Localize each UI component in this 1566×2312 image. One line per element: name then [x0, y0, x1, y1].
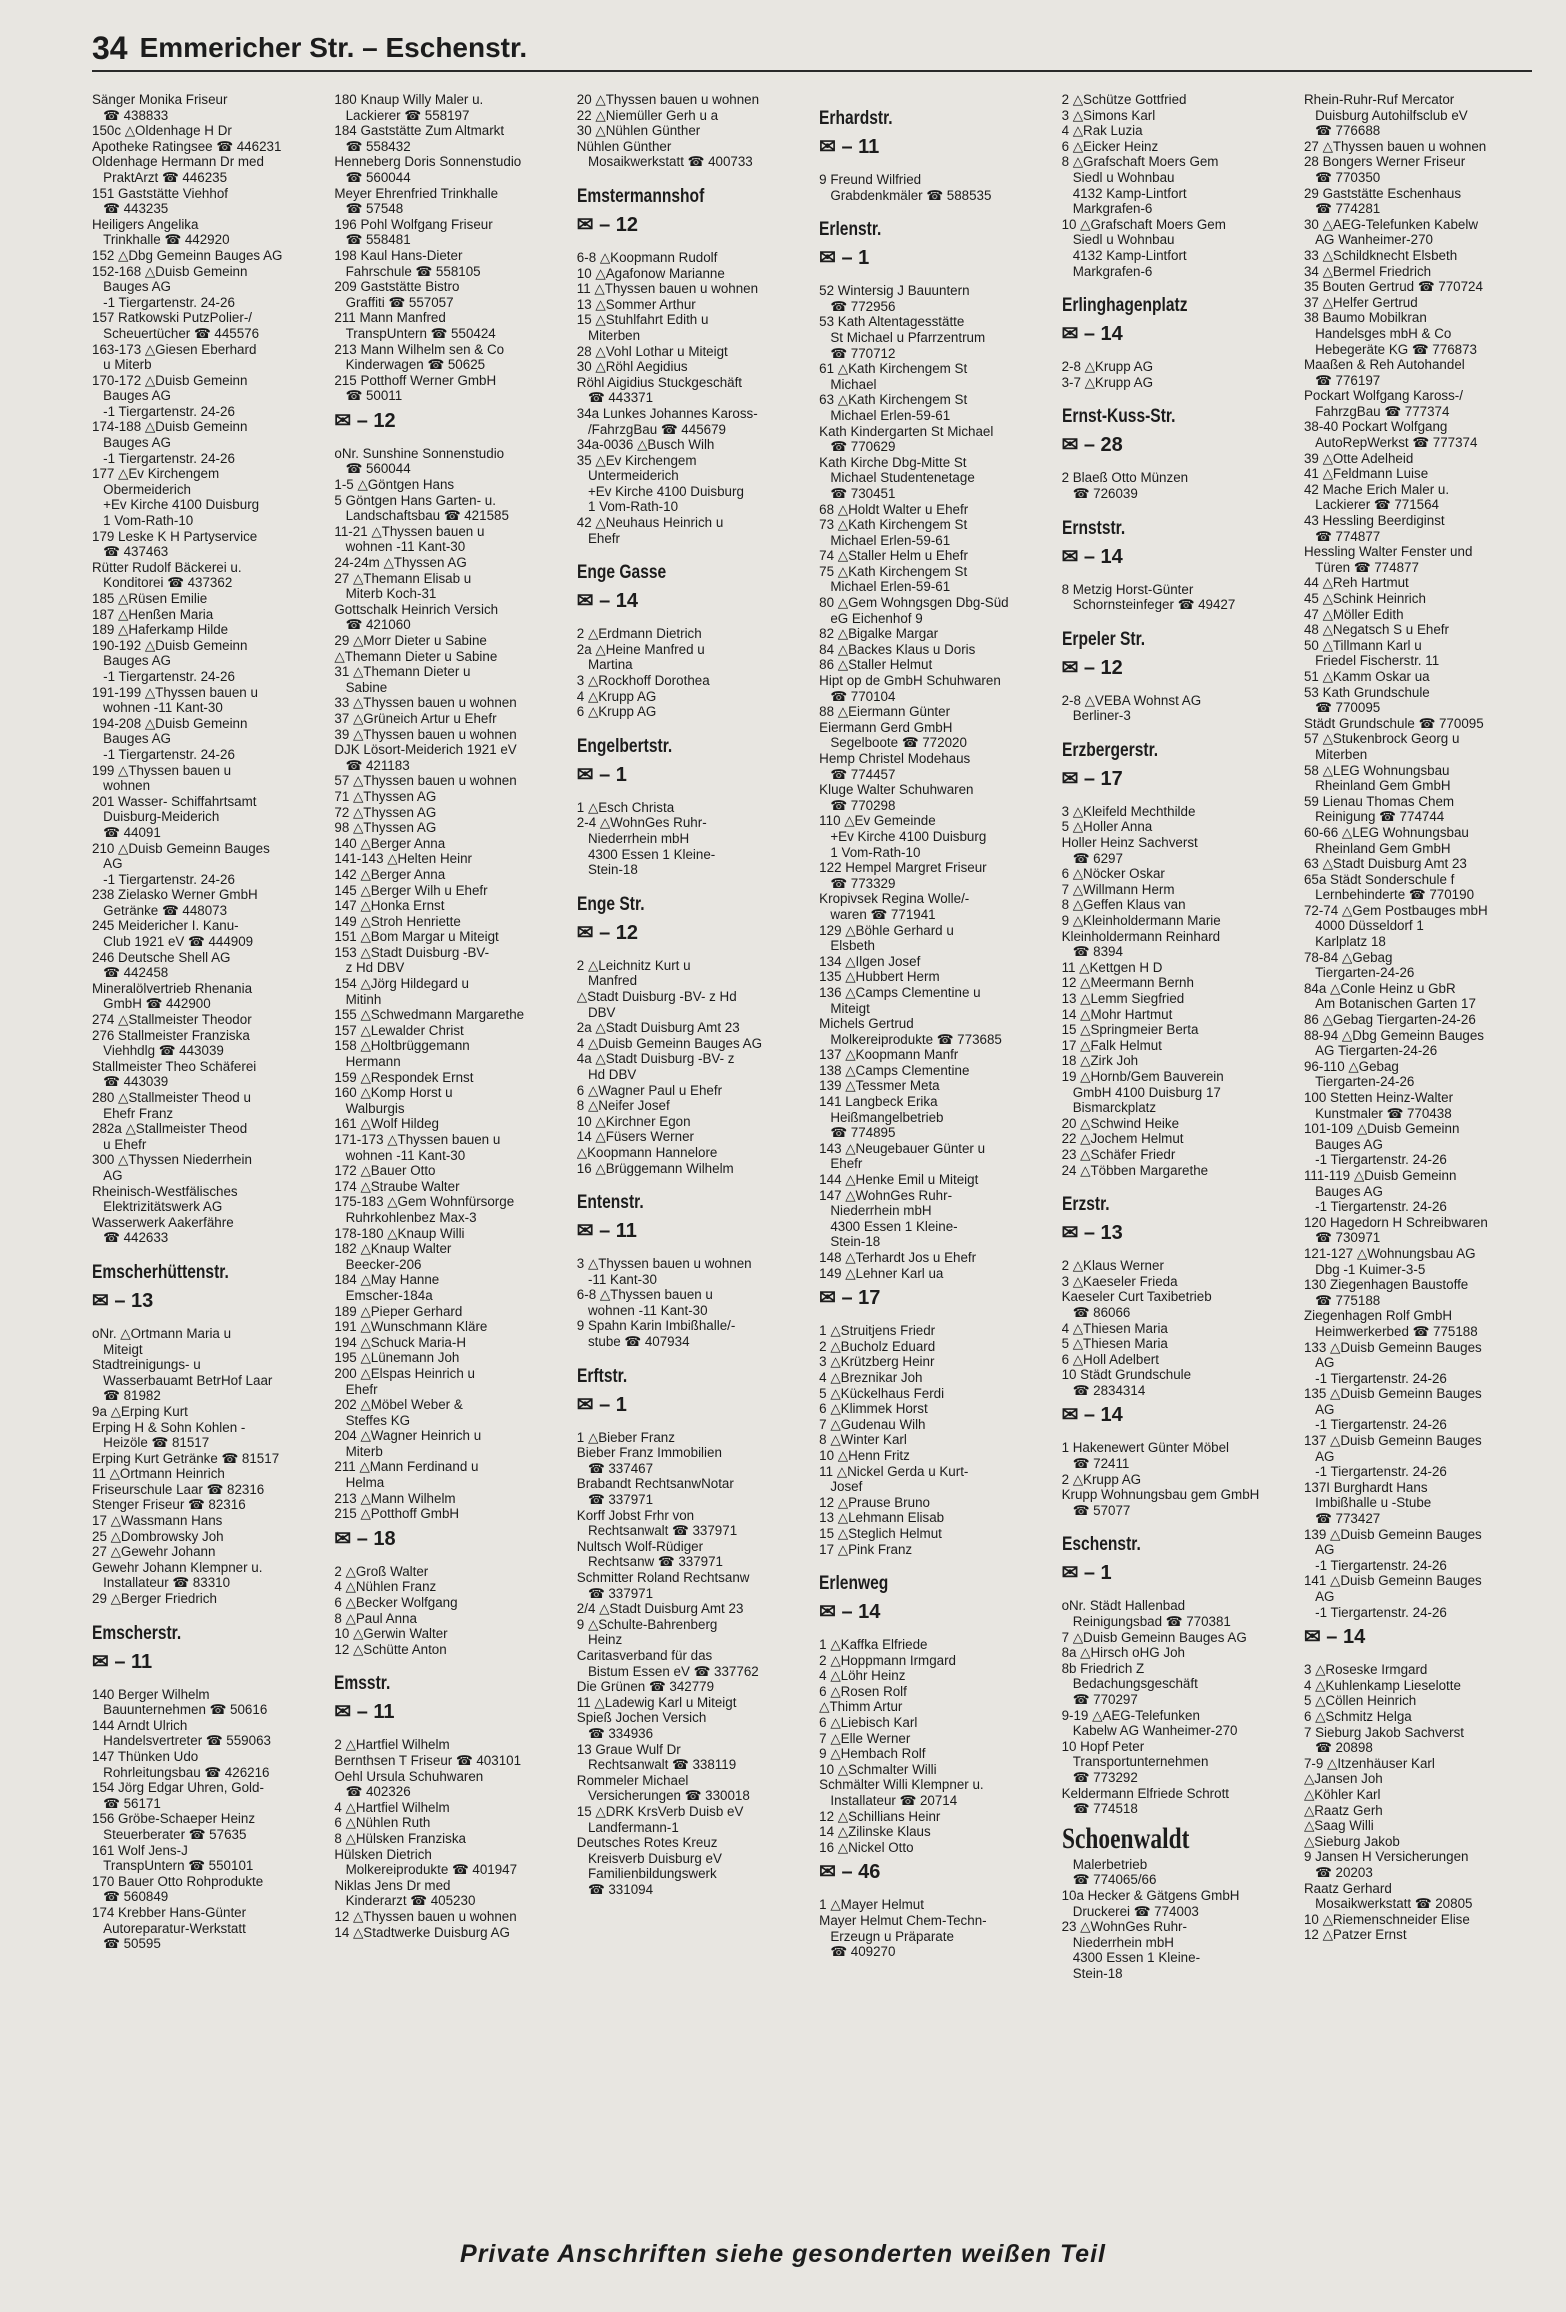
entry-block: 1 △Kaffka Elfriede 2 △Hoppmann Irmgard 4 △Löhr Heinz 6 △Rosen Rolf △Thimm Artur 6 △Liebisch Karl 7 △Elle Werner 9 △Hembach Rolf 10 △Schmalter Willi Schmälter Willi Klempner u. Installateur ☎ 20714 12 △Schillians Heinr 14 △Zilinske Klaus 16 △Nickel Otto [819, 1637, 984, 1855]
street-heading: Erpeler Str. [1061, 628, 1145, 650]
postal-district: ✉ – 14 [819, 1601, 881, 1624]
entry-block: 140 Berger Wilhelm Bauunternehmen ☎ 50616 144 Arndt Ulrich Handelsvertreter ☎ 559063 147 Thünken Udo Rohrleitungsbau ☎ 426216 154 Jörg Edgar Uhren, Gold- ☎ 56171 156 Gröbe-Schaeper Heinz Steuerberater ☎ 57635 161 Wolf Jens-J TranspUntern ☎ 550101 170 Bauer Otto Rohprodukte ☎ 560849 174 Krebber Hans-Günter Autoreparatur-Werkstatt ☎ 50595 [92, 1686, 271, 1952]
entry-block: 151 Gaststätte Viehhof ☎ 443235 Heiligers Angelika Trinkhalle ☎ 442920 [92, 185, 230, 248]
entry-block: 150c △Oldenhage H Dr Apotheke Ratingsee ☎ 446231 Oldenhage Hermann Dr med PraktArzt ☎ 446235 [92, 123, 282, 185]
entry-block: 3 △Thyssen bauen u wohnen -11 Kant-30 6-8 △Thyssen bauen u wohnen -11 Kant-30 9 Spahn Karin Imbißhalle/- stube ☎ 407934 [576, 1256, 752, 1350]
column-4 [819, 92, 1047, 2222]
entry-block: 1 △Bieber Franz Bieber Franz Immobilien ☎ 337467 Brabandt RechtsanwNotar ☎ 337971 Korff Jobst Frhr von Rechtsanwalt ☎ 337971 Nultsch Wolf-Rüdiger Rechtsanw ☎ 337971 Schmitter Roland Rechtsanw ☎ 337971 2/4 △Stadt Duisburg Amt 23 9 △Schulte-Bahrenberg Heinz Caritasverband für das Bistum Essen eV ☎ 337762 Die Grünen ☎ 342779 11 △Ladewig Karl u Miteigt Spieß Jochen Versich ☎ 334936 13 Graue Wulf Dr Rechtsanwalt ☎ 338119 Rommeler Michael Versicherungen ☎ 330018 15 △DRK KrsVerb Duisb eV Landfermann-1 Deutsches Rotes Kreuz Kreisverb Duisburg eV Familienbildungswerk ☎ 331094 [576, 1429, 759, 1897]
entry-block: 152 △Dbg Gemeinn Bauges AG 152-168 △Duisb Gemeinn Bauges AG -1 Tiergartenstr. 24-26 [92, 247, 283, 310]
postal-district: ✉ – 14 [576, 590, 639, 613]
entry-block: 2 △Groß Walter 4 △Nühlen Franz 6 △Becker Wolfgang 8 △Paul Anna 10 △Gerwin Walter 12 △Schütte Anton [334, 1563, 458, 1657]
entry-block: 9 Freund Wilfried Grabdenkmäler ☎ 588535 [819, 172, 992, 203]
street-heading: Emstermannshof [576, 185, 705, 207]
entry-block: 2-8 △Krupp AG 3-7 △Krupp AG [1061, 359, 1153, 390]
entry-block: 2 △Erdmann Dietrich 2a △Heine Manfred u Martina 3 △Rockhoff Dorothea 4 △Krupp AG 6 △Krupp AG [576, 626, 710, 720]
entry-block: 20 △Thyssen bauen u wohnen 22 △Niemüller Gerh u a 30 △Nühlen Günther Nühlen Günther Mosaikwerkstatt ☎ 400733 [576, 92, 760, 170]
postal-district: ✉ – 11 [819, 136, 880, 158]
entry-block: 177 △Ev Kirchengem Obermeiderich +Ev Kirche 4100 Duisburg 1 Vom-Rath-10 179 Leske K H Partyservice ☎ 437463 Rütter Rudolf Bäckerei u. Konditorei ☎ 437362 185 △Rüsen Emilie 187 △Henßen Maria 189 △Haferkamp Hilde 190-192 △Duisb Gemeinn Bauges AG -1 Tiergartenstr. 24-26 191-199 △Thyssen bauen u wohnen -11 Kant-30 194-208 △Duisb Gemeinn Bauges AG -1 Tiergartenstr. 24-26 199 △Thyssen bauen u wohnen 201 Wasser- Schiffahrtsamt Duisburg-Meiderich ☎ 44091 210 △Duisb Gemeinn Bauges AG -1 Tiergartenstr. 24-26 238 Zielasko Werner GmbH Getränke ☎ 448073 245 Meidericher I. Kanu- Club 1921 eV ☎ 444909 246 Deutsche Shell AG ☎ 442458 Mineralölvertrieb Rhenania GmbH ☎ 442900 274 △Stallmeister Theodor 276 Stallmeister Franziska Viehhdlg ☎ 443039 Stallmeister Theo Schäferei ☎ 443039 280 △Stallmeister Theod u Ehefr Franz 282a △Stallmeister Theod u Ehefr 300 △Thyssen Niederrhein AG Rheinisch-Westfälisches Elektrizitätswerk AG Wasserwerk Aakerfähre ☎ 442633 [92, 466, 270, 1246]
entry-block: 1 △Esch Christa 2-4 △WohnGes Ruhr- Niederrhein mbH 4300 Essen 1 Kleine- Stein-18 [576, 799, 716, 878]
postal-district: ✉ – 12 [1061, 656, 1123, 679]
column-5 [1062, 92, 1290, 2222]
postal-district: ✉ – 11 [334, 1701, 395, 1724]
street-heading: Eschenstr. [1061, 1534, 1141, 1556]
postal-district: ✉ – 1 [1061, 1562, 1112, 1585]
street-heading: Erlinghagenplatz [1061, 295, 1188, 317]
footer-note: Private Anschriften siehe gesonderten weißen Teil [460, 2240, 1106, 2268]
entry-block: 8 Metzig Horst-Günter Schornsteinfeger ☎ 49427 [1061, 581, 1236, 613]
entry-block: 2 △Klaus Werner 3 △Kaeseler Frieda Kaeseler Curt Taxibetrieb ☎ 86066 4 △Thiesen Maria 5 △Thiesen Maria 6 △Holl Adelbert 10 Städt Grundschule ☎ 2834314 [1061, 1258, 1212, 1398]
postal-district: ✉ – 14 [1061, 545, 1123, 568]
street-heading: Emsstr. [334, 1673, 391, 1695]
street-heading: Erhardstr. [819, 108, 893, 129]
street-heading: Erlenweg [819, 1573, 889, 1595]
street-heading: Erzbergerstr. [1061, 739, 1158, 761]
entry-block: 1 △Mayer Helmut Mayer Helmut Chem-Techn- Erzeugn u Präparate ☎ 409270 [819, 1897, 987, 1960]
postal-district: ✉ – 1 [576, 763, 627, 786]
postal-district: ✉ – 13 [92, 1289, 154, 1312]
entry-block: 3 △Roseske Irmgard 4 △Kuhlenkamp Lieselotte 5 △Cöllen Heinrich 6 △Schmitz Helga 7 Sieburg Jakob Sachverst ☎ 20898 7-9 △Itzenhäuser Karl △Jansen Joh △Köhler Karl △Raatz Gerh △Saag Willi △Sieburg Jakob 9 Jansen H Versicherungen ☎ 20203 Raatz Gerhard Mosaikwerkstatt ☎ 20805 10 △Riemenschneider Elise 12 △Patzer Ernst [1303, 1662, 1473, 1943]
entry-block: 180 Knaup Willy Maler u. Lackierer ☎ 558197 184 Gaststätte Zum Altmarkt ☎ 558432 Henneberg Doris Sonnenstudio ☎ 560044 Meyer Ehrenfried Trinkhalle ☎ 57548 196 Pohl Wolfgang Friseur ☎ 558481 198 Kaul Hans-Dieter Fahrschule ☎ 558105 209 Gaststätte Bistro Graffiti ☎ 557057 211 Mann Manfred TranspUntern ☎ 550424 213 Mann Wilhelm sen & Co Kinderwagen ☎ 50625 215 Potthoff Werner GmbH ☎ 50011 [334, 92, 522, 404]
street-heading: Erftstr. [576, 1365, 628, 1387]
street-heading: Erzstr. [1061, 1194, 1110, 1216]
entry-block: Sänger Monika Friseur ☎ 438833 [92, 92, 228, 123]
column-2 [334, 92, 562, 2222]
entry-block: Rhein-Ruhr-Ruf Mercator Duisburg Autohilfsclub eV ☎ 776688 27 △Thyssen bauen u wohnen 28 Bongers Werner Friseur ☎ 770350 29 Gaststätte Eschenhaus ☎ 774281 30 △AEG-Telefunken Kabelw AG Wanheimer-270 33 △Schildknecht Elsbeth 34 △Bermel Friedrich 35 Bouten Gertrud ☎ 770724 37 △Helfer Gertrud 38 Baumo Mobilkran Handelsges mbH & Co Hebegeräte KG ☎ 776873 Maaßen & Reh Autohandel ☎ 776197 Pockart Wolfgang Kaross-/ FahrzgBau ☎ 777374 38-40 Pockart Wolfgang AutoRepWerkst ☎ 777374 39 △Otte Adelheid 41 △Feldmann Luise 42 Mache Erich Maler u. Lackierer ☎ 771564 43 Hessling Beerdiginst ☎ 774877 Hessling Walter Fenster und Türen ☎ 774877 44 △Reh Hartmut 45 △Schink Heinrich 47 △Möller Edith 48 △Negatsch S u Ehefr 50 △Tillmann Karl u Friedel Fischerstr. 11 51 △Kamm Oskar ua 53 Kath Grundschule ☎ 770095 Städt Grundschule ☎ 770095 57 △Stukenbrock Georg u Miterben 58 △LEG Wohnungsbau Rheinland Gem GmbH 59 Lienau Thomas Chem Reinigung ☎ 774744 60-66 △LEG Wohnungsbau Rheinland Gem GmbH 63 △Stadt Duisburg Amt 23 65a Städt Sonderschule f Lernbehinderte ☎ 770190 72-74 △Gem Postbauges mbH 4000 Düsseldorf 1 Karlplatz 18 78-84 △Gebag Tiergarten-24-26 84a △Conle Heinz u GbR Am Botanischen Garten 17 86 △Gebag Tiergarten-24-26 88-94 △Dbg Gemeinn Bauges AG Tiergarten-24-26 96-110 △Gebag Tiergarten-24-26 100 Stetten Heinz-Walter Kunstmaler ☎ 770438 101-109 △Duisb Gemeinn Bauges AG -1 Tiergartenstr. 24-26 111-119 △Duisb Gemeinn Bauges AG -1 Tiergartenstr. 24-26 120 Hagedorn H Schreibwaren ☎ 730971 121-127 △Wohnungsbau AG Dbg -1 Kuimer-3-5 130 Ziegenhagen Baustoffe ☎ 775188 Ziegenhagen Rolf GmbH Heimwerkerbed ☎ 775188 133 △Duisb Gemeinn Bauges AG -1 Tiergartenstr. 24-26 135 △Duisb Gemeinn Bauges AG -1 Tiergartenstr. 24-26 137 △Duisb Gemeinn Bauges AG -1 Tiergartenstr. 24-26 137I Burghardt Hans Imbißhalle u -Stube ☎ 773427 139 △Duisb Gemeinn Bauges AG -1 Tiergartenstr. 24-26 141 △Duisb Gemeinn Bauges AG -1 Tiergartenstr. 24-26 [1303, 92, 1488, 1620]
postal-district: ✉ – 1 [819, 247, 870, 270]
postal-district: ✉ – 14 [1061, 1404, 1123, 1427]
entry-block: 2-8 △VEBA Wohnst AG Berliner-3 [1061, 692, 1202, 724]
street-heading: Engelbertstr. [576, 735, 673, 757]
postal-district: ✉ – 12 [576, 921, 639, 944]
street-heading: Ernst-Kuss-Str. [1061, 406, 1175, 428]
street-heading: Entenstr. [576, 1192, 644, 1214]
postal-district: ✉ – 11 [92, 1650, 153, 1673]
page-title: Emmericher Str. – Eschenstr. [139, 32, 528, 63]
postal-district: ✉ – 12 [576, 213, 639, 236]
street-heading: Emscherstr. [92, 1622, 182, 1644]
entry-block: 52 Wintersig J Bauuntern ☎ 772956 53 Kath Altentagesstätte St Michael u Pfarrzentrum ☎ 770712 61 △Kath Kirchengem St Michael 63 △Kath Kirchengem St Michael Erlen-59-61 Kath Kindergarten St Michael ☎ 770629 Kath Kirche Dbg-Mitte St Michael Studentenetage ☎ 730451 68 △Holdt Walter u Ehefr 73 △Kath Kirchengem St Michael Erlen-59-61 74 △Staller Helm u Ehefr 75 △Kath Kirchengem St Michael Erlen-59-61 80 △Gem Wohngsgen Dbg-Süd eG Eichenhof 9 82 △Bigalke Margar 84 △Backes Klaus u Doris 86 △Staller Helmut Hipt op de GmbH Schuhwaren ☎ 770104 88 △Eiermann Günter Eiermann Gerd GmbH Segelboote ☎ 772020 Hemp Christel Modehaus ☎ 774457 Kluge Walter Schuhwaren ☎ 770298 110 △Ev Gemeinde +Ev Kirche 4100 Duisburg 1 Vom-Rath-10 122 Hempel Margret Friseur ☎ 773329 Kropivsek Regina Wolle/- waren ☎ 771941 129 △Böhle Gerhard u Elsbeth 134 △Ilgen Josef 135 △Hubbert Herm 136 △Camps Clementine u Miteigt Michels Gertrud Molkereiprodukte ☎ 773685 137 △Koopmann Manfr 138 △Camps Clementine 139 △Tessmer Meta 141 Langbeck Erika Heißmangelbetrieb ☎ 774895 143 △Neugebauer Günter u Ehefr 144 △Henke Emil u Miteigt 147 △WohnGes Ruhr- Niederrhein mbH 4300 Essen 1 Kleine- Stein-18 148 △Terhardt Jos u Ehefr 149 △Lehner Karl ua [819, 283, 1009, 1281]
advertiser-name: Schoenwaldt [1061, 1821, 1189, 1855]
postal-district: ✉ – 28 [1061, 434, 1123, 457]
postal-district: ✉ – 11 [576, 1220, 637, 1243]
postal-district: ✉ – 17 [1061, 767, 1123, 790]
entry-block: 6-8 △Koopmann Rudolf 10 △Agafonow Marianne 11 △Thyssen bauen u wohnen 13 △Sommer Arthur 15 △Stuhlfahrt Edith u Miterben 28 △Vohl Lothar u Miteigt 30 △Röhl Aegidius Röhl Aigidius Stuckgeschäft ☎ 443371 34a Lunkes Johannes Kaross- /FahrzgBau ☎ 445679 34a-0036 △Busch Wilh 35 △Ev Kirchengem Untermeiderich +Ev Kirche 4100 Duisburg 1 Vom-Rath-10 42 △Neuhaus Heinrich u Ehefr [576, 249, 759, 546]
street-heading: Erlenstr. [819, 219, 882, 241]
page-number: 34 [92, 30, 128, 66]
entry-block: 2 △Hartfiel Wilhelm Bernthsen T Friseur ☎ 403101 Oehl Ursula Schuhwaren ☎ 402326 4 △Hartfiel Wilhelm 6 △Nühlen Ruth 8 △Hülsken Franziska Hülsken Dietrich Molkereiprodukte ☎ 401947 Niklas Jens Dr med Kinderarzt ☎ 405230 12 △Thyssen bauen u wohnen 14 △Stadtwerke Duisburg AG [334, 1737, 522, 1940]
postal-district: ✉ – 14 [1303, 1626, 1366, 1649]
entry-block: 1 △Struitjens Friedr 2 △Bucholz Eduard 3 △Krützberg Heinr 4 △Breznikar Joh 5 △Kückelhaus Ferdi 6 △Klimmek Horst 7 △Gudenau Wilh 8 △Winter Karl 10 △Henn Fritz 11 △Nickel Gerda u Kurt- Josef 12 △Prause Bruno 13 △Lehmann Elisab 15 △Steglich Helmut 17 △Pink Franz [819, 1323, 969, 1557]
directory-columns [92, 92, 1532, 2222]
postal-district: ✉ – 14 [1061, 323, 1123, 346]
postal-district: ✉ – 12 [334, 409, 396, 432]
entry-block: 1 Hakenewert Günter Möbel ☎ 72411 2 △Krupp AG Krupp Wohnungsbau gem GmbH ☎ 57077 [1061, 1440, 1260, 1518]
street-heading: Emscherhüttenstr. [92, 1261, 229, 1283]
column-6 [1304, 92, 1532, 2222]
entry-block: 2 △Schütze Gottfried 3 △Simons Karl 4 △Rak Luzia 6 △Eicker Heinz 8 △Grafschaft Moers Gem Siedl u Wohnbau 4132 Kamp-Lintfort Markgrafen-6 10 △Grafschaft Moers Gem Siedl u Wohnbau 4132 Kamp-Lintfort Markgrafen-6 [1061, 92, 1226, 279]
page-header [92, 18, 1532, 72]
entry-block: Malerbetrieb ☎ 774065/66 10a Hecker & Gätgens GmbH Druckerei ☎ 774003 23 △WohnGes Ruhr- Niederrhein mbH 4300 Essen 1 Kleine- Stein-18 [1061, 1856, 1240, 1981]
entry-block: oNr. Sunshine Sonnenstudio ☎ 560044 1-5 △Göntgen Hans 5 Göntgen Hans Garten- u. Landschaftsbau ☎ 421585 11-21 △Thyssen bauen u wohnen -11 Kant-30 24-24m △Thyssen AG 27 △Themann Elisab u Miterb Koch-31 Gottschalk Heinrich Versich ☎ 421060 29 △Morr Dieter u Sabine △Themann Dieter u Sabine 31 △Themann Dieter u Sabine 33 △Thyssen bauen u wohnen 37 △Grüneich Artur u Ehefr 39 △Thyssen bauen u wohnen DJK Lösort-Meiderich 1921 eV ☎ 421183 57 △Thyssen bauen u wohnen 71 △Thyssen AG 72 △Thyssen AG 98 △Thyssen AG 140 △Berger Anna 141-143 △Helten Heinr 142 △Berger Anna 145 △Berger Wilh u Ehefr 147 △Honka Ernst 149 △Stroh Henriette 151 △Bom Margar u Miteigt 153 △Stadt Duisburg -BV- z Hd DBV 154 △Jörg Hildegard u Mitinh 155 △Schwedmann Margarethe 157 △Lewalder Christ 158 △Holtbrüggemann Hermann 159 △Respondek Ernst 160 △Komp Horst u Walburgis 161 △Wolf Hildeg 171-173 △Thyssen bauen u wohnen -11 Kant-30 172 △Bauer Otto 174 △Straube Walter 175-183 △Gem Wohnfürsorge Ruhrkohlenbez Max-3 178-180 △Knaup Willi 182 △Knaup Walter Beecker-206 184 △May Hanne Emscher-184a 189 △Pieper Gerhard 191 △Wunschmann Kläre 194 △Schuck Maria-H 195 △Lünemann Joh 200 △Elspas Heinrich u Ehefr 202 △Möbel Weber & Steffes KG 204 △Wagner Heinrich u Miterb 211 △Mann Ferdinand u Helma 213 △Mann Wilhelm 215 △Potthoff GmbH [334, 445, 525, 1522]
street-heading: Enge Str. [576, 893, 645, 915]
entry-block: 2 △Leichnitz Kurt u Manfred △Stadt Duisburg -BV- z Hd DBV 2a △Stadt Duisburg Amt 23 4 △Duisb Gemeinn Bauges AG 4a △Stadt Duisburg -BV- z Hd DBV 6 △Wagner Paul u Ehefr 8 △Neifer Josef 10 △Kirchner Egon 14 △Füsers Werner △Koopmann Hannelore 16 △Brüggemann Wilhelm [576, 957, 763, 1176]
postal-district: ✉ – 17 [819, 1287, 881, 1310]
street-heading: Enge Gasse [576, 562, 666, 584]
entry-block: 3 △Kleifeld Mechthilde 5 △Holler Anna Holler Heinz Sachverst ☎ 6297 6 △Nöcker Oskar 7 △Willmann Herm 8 △Geffen Klaus van 9 △Kleinholdermann Marie Kleinholdermann Reinhard ☎ 8394 11 △Kettgen H D 12 △Meermann Bernh 13 △Lemm Siegfried 14 △Mohr Hartmut 15 △Springmeier Berta 17 △Falk Helmut 18 △Zirk Joh 19 △Hornb/Gem Bauverein GmbH 4100 Duisburg 17 Bismarckplatz 20 △Schwind Heike 22 △Jochem Helmut 23 △Schäfer Friedr 24 △Többen Margarethe [1061, 803, 1224, 1178]
entry-block: oNr. △Ortmann Maria u Miteigt Stadtreinigungs- u Wasserbauamt BetrHof Laar ☎ 81982 9a △Erping Kurt Erping H & Sohn Kohlen - Heizöle ☎ 81517 Erping Kurt Getränke ☎ 81517 11 △Ortmann Heinrich Friseurschule Laar ☎ 82316 Stenger Friseur ☎ 82316 17 △Wassmann Hans 25 △Dombrowsky Joh 27 △Gewehr Johann Gewehr Johann Klempner u. Installateur ☎ 83310 29 △Berger Friedrich [92, 1325, 280, 1607]
postal-district: ✉ – 18 [334, 1527, 396, 1550]
entry-block: 157 Ratkowski PutzPolier-/ Scheuertücher ☎ 445576 163-173 △Giesen Eberhard u Miterb 170-172 △Duisb Gemeinn Bauges AG -1 Tiergartenstr. 24-26 174-188 △Duisb Gemeinn Bauges AG -1 Tiergartenstr. 24-26 [92, 310, 260, 466]
entry-block: oNr. Städt Hallenbad Reinigungsbad ☎ 770381 7 △Duisb Gemeinn Bauges AG 8a △Hirsch oHG Joh 8b Friedrich Z Bedachungsgeschäft ☎ 770297 9-19 △AEG-Telefunken Kabelw AG Wanheimer-270 10 Hopf Peter Transportunternehmen ☎ 773292 Keldermann Elfriede Schrott ☎ 774518 [1061, 1598, 1247, 1817]
postal-district: ✉ – 46 [819, 1861, 881, 1884]
postal-district: ✉ – 1 [576, 1393, 627, 1416]
column-1 [92, 92, 320, 2222]
entry-block: 2 Blaeß Otto Münzen ☎ 726039 [1061, 470, 1189, 501]
column-3 [577, 92, 805, 2222]
postal-district: ✉ – 13 [1061, 1222, 1123, 1245]
street-heading: Ernststr. [1061, 517, 1125, 539]
